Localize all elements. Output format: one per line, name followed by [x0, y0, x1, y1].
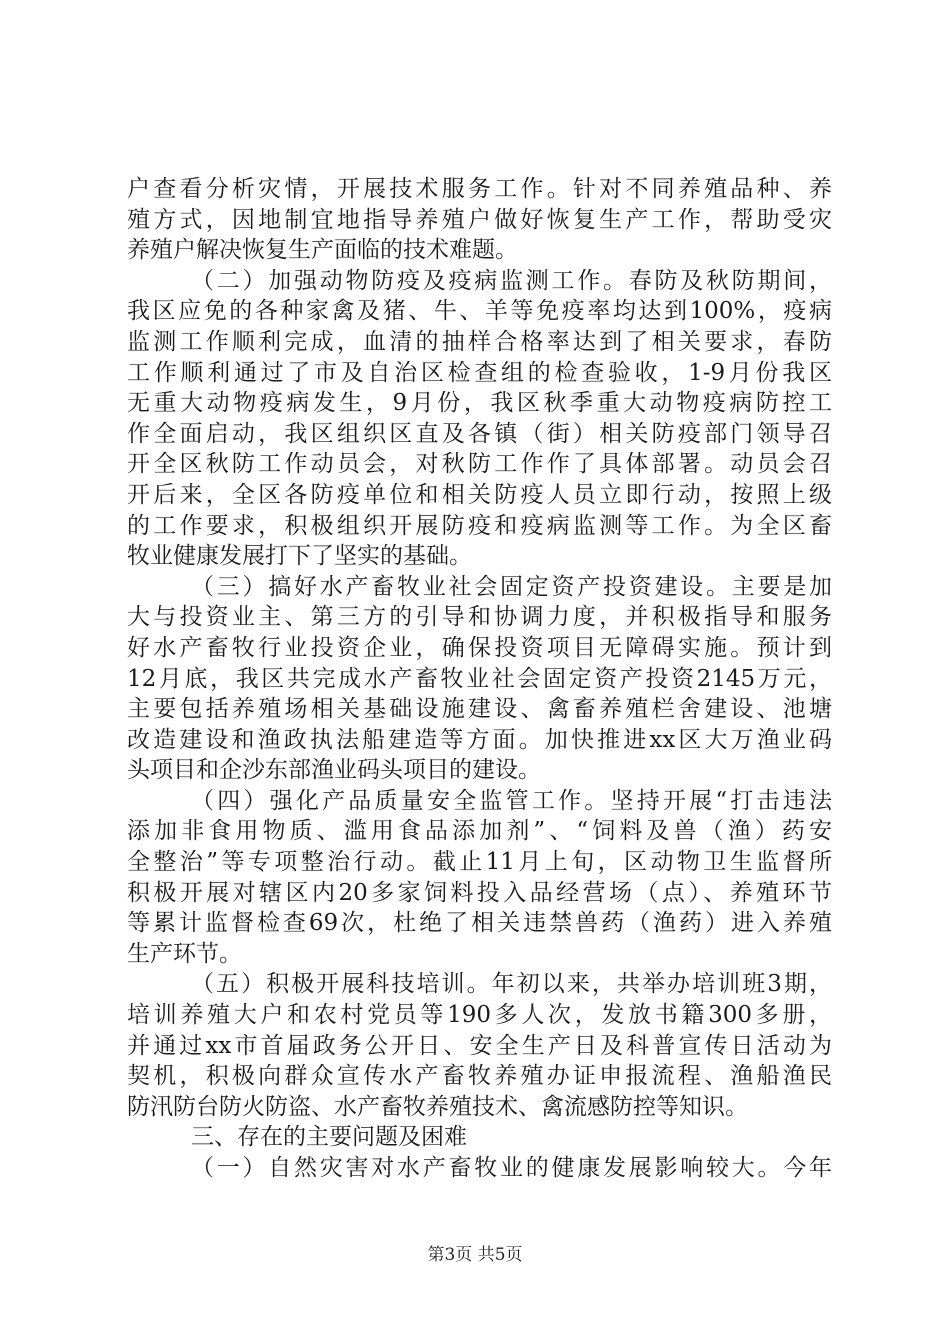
text-line: 牧业健康发展打下了坚实的基础。: [127, 543, 472, 570]
text-line: 改造建设和渔政执法船建造等方面。加快推进xx区大万渔业码: [127, 726, 832, 753]
text-line: 契机，积极向群众宣传水产畜牧养殖办证申报流程、渔船渔民: [127, 1063, 832, 1090]
text-line: 监测工作顺利完成，血清的抽样合格率达到了相关要求，春防: [127, 328, 832, 355]
text-line: 开后来，全区各防疫单位和相关防疫人员立即行动，按照上级: [127, 481, 832, 508]
text-line: 全整治”等专项整治行动。截止11月上旬，区动物卫生监督所: [127, 849, 832, 876]
text-line: 好水产畜牧行业投资企业，确保投资项目无障碍实施。预计到: [127, 634, 832, 661]
text-line: 的工作要求，积极组织开展防疫和疫病监测等工作。为全区畜: [127, 512, 832, 539]
text-line: 工作顺利通过了市及自治区检查组的检查验收，1-9月份我区: [127, 359, 832, 386]
section-heading-line: （二）加强动物防疫及疫病监测工作。春防及秋防期间，: [191, 267, 832, 294]
text-line: 户查看分析灾情，开展技术服务工作。针对不同养殖品种、养: [127, 176, 832, 202]
text-line: 开全区秋防工作动员会，对秋防工作作了具体部署。动员会召: [127, 451, 832, 478]
section-heading-line: 三、存在的主要问题及困难: [191, 1124, 467, 1151]
section-heading-line: （四）强化产品质量安全监管工作。坚持开展“打击违法: [191, 787, 832, 814]
text-line: 主要包括养殖场相关基础设施建设、禽畜养殖栏舍建设、池塘: [127, 696, 832, 723]
text-line: 无重大动物疫病发生，9月份，我区秋季重大动物疫病防控工: [127, 390, 832, 417]
text-line: 作全面启动，我区组织区直及各镇（街）相关防疫部门领导召: [127, 420, 832, 447]
text-line: 并通过xx市首届政务公开日、安全生产日及科普宣传日活动为: [127, 1032, 832, 1059]
text-line: 殖方式，因地制宜地指导养殖户做好恢复生产工作，帮助受灾: [127, 206, 832, 233]
text-line: 积极开展对辖区内20多家饲料投入品经营场（点）、养殖环节: [127, 879, 832, 906]
text-line: 防汛防台防火防盗、水产畜牧养殖技术、禽流感防控等知识。: [127, 1093, 748, 1120]
text-line: 培训养殖大户和农村党员等190多人次，发放书籍300多册，: [127, 1002, 832, 1029]
page-number-footer: 第3页 共5页: [427, 1245, 523, 1265]
body-text: [127, 174, 832, 1184]
text-line: 添加非食用物质、滥用食品添加剂”、“饲料及兽（渔）药安: [127, 818, 832, 845]
text-line: 头项目和企沙东部渔业码头项目的建设。: [127, 757, 541, 784]
text-line: 我区应免的各种家禽及猪、牛、羊等免疫率均达到100%，疫病: [127, 298, 832, 325]
section-heading-line: （三）搞好水产畜牧业社会固定资产投资建设。主要是加: [191, 573, 832, 600]
section-heading-line: （一）自然灾害对水产畜牧业的健康发展影响较大。今年: [191, 1155, 832, 1181]
text-line: 大与投资业主、第三方的引导和协调力度，并积极指导和服务: [127, 604, 832, 631]
text-line: 12月底，我区共完成水产畜牧业社会固定资产投资2145万元，: [127, 665, 832, 692]
text-line: 生产环节。: [127, 940, 242, 967]
text-line: 等累计监督检查69次，杜绝了相关违禁兽药（渔药）进入养殖: [127, 910, 832, 937]
section-heading-line: （五）积极开展科技培训。年初以来，共举办培训班3期，: [191, 971, 832, 998]
text-line: 养殖户解决恢复生产面临的技术难题。: [127, 237, 518, 264]
